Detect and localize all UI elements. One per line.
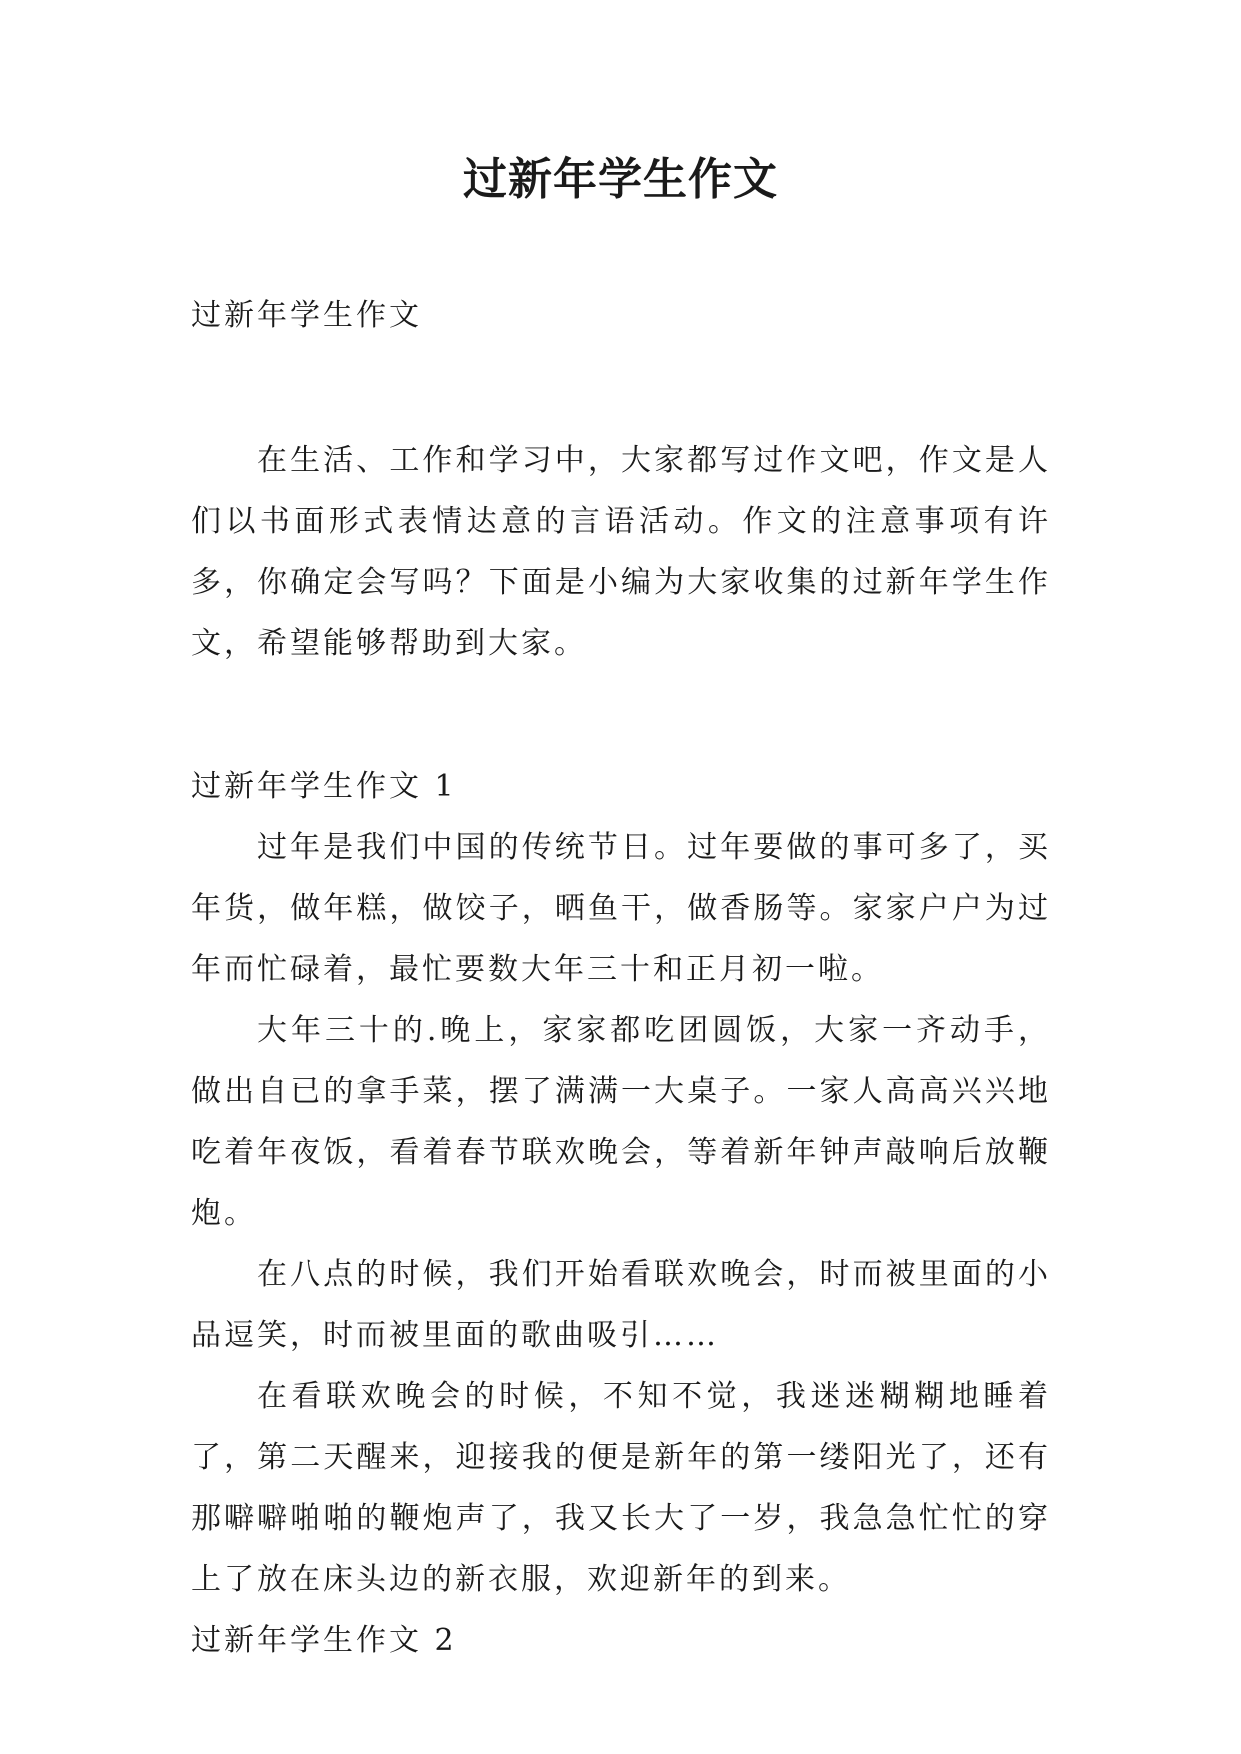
intro-paragraph: 在生活、工作和学习中，大家都写过作文吧，作文是人们以书面形式表情达意的言语活动。作文的注意事项有许多，你确定会写吗？下面是小编为大家收集的过新年学生作文，希望能够帮助到大家。 xyxy=(191,443,1051,661)
section-1-paragraph-2: 大年三十的.晚上，家家都吃团圆饭，大家一齐动手，做出自已的拿手菜，摆了满满一大桌子。一家人高高兴兴地吃着年夜饭，看着春节联欢晚会，等着新年钟声敲响后放鞭炮。 xyxy=(191,1013,1051,1231)
section-1-paragraph-1: 过年是我们中国的传统节日。过年要做的事可多了，买年货，做年糕，做饺子，晒鱼干，做香肠等。家家户户为过年而忙碌着，最忙要数大年三十和正月初一啦。 xyxy=(191,830,1051,987)
document-body xyxy=(191,285,1051,1671)
spacer xyxy=(191,674,1051,756)
section-heading-2: 过新年学生作文 2 xyxy=(191,1623,457,1658)
section-1-paragraph-4: 在看联欢晚会的时候，不知不觉，我迷迷糊糊地睡着了，第二天醒来，迎接我的便是新年的第一缕阳光了，还有那噼噼啪啪的鞭炮声了，我又长大了一岁，我急急忙忙的穿上了放在床头边的新衣服，欢迎新年的到来。 xyxy=(191,1379,1051,1597)
section-heading-1: 过新年学生作文 1 xyxy=(191,769,457,804)
document-title: 过新年学生作文 xyxy=(463,154,778,205)
section-1-paragraph-3: 在八点的时候，我们开始看联欢晚会，时而被里面的小品逗笑，时而被里面的歌曲吸引…… xyxy=(191,1257,1051,1353)
document-subtitle: 过新年学生作文 xyxy=(191,298,422,333)
spacer xyxy=(191,346,1051,430)
